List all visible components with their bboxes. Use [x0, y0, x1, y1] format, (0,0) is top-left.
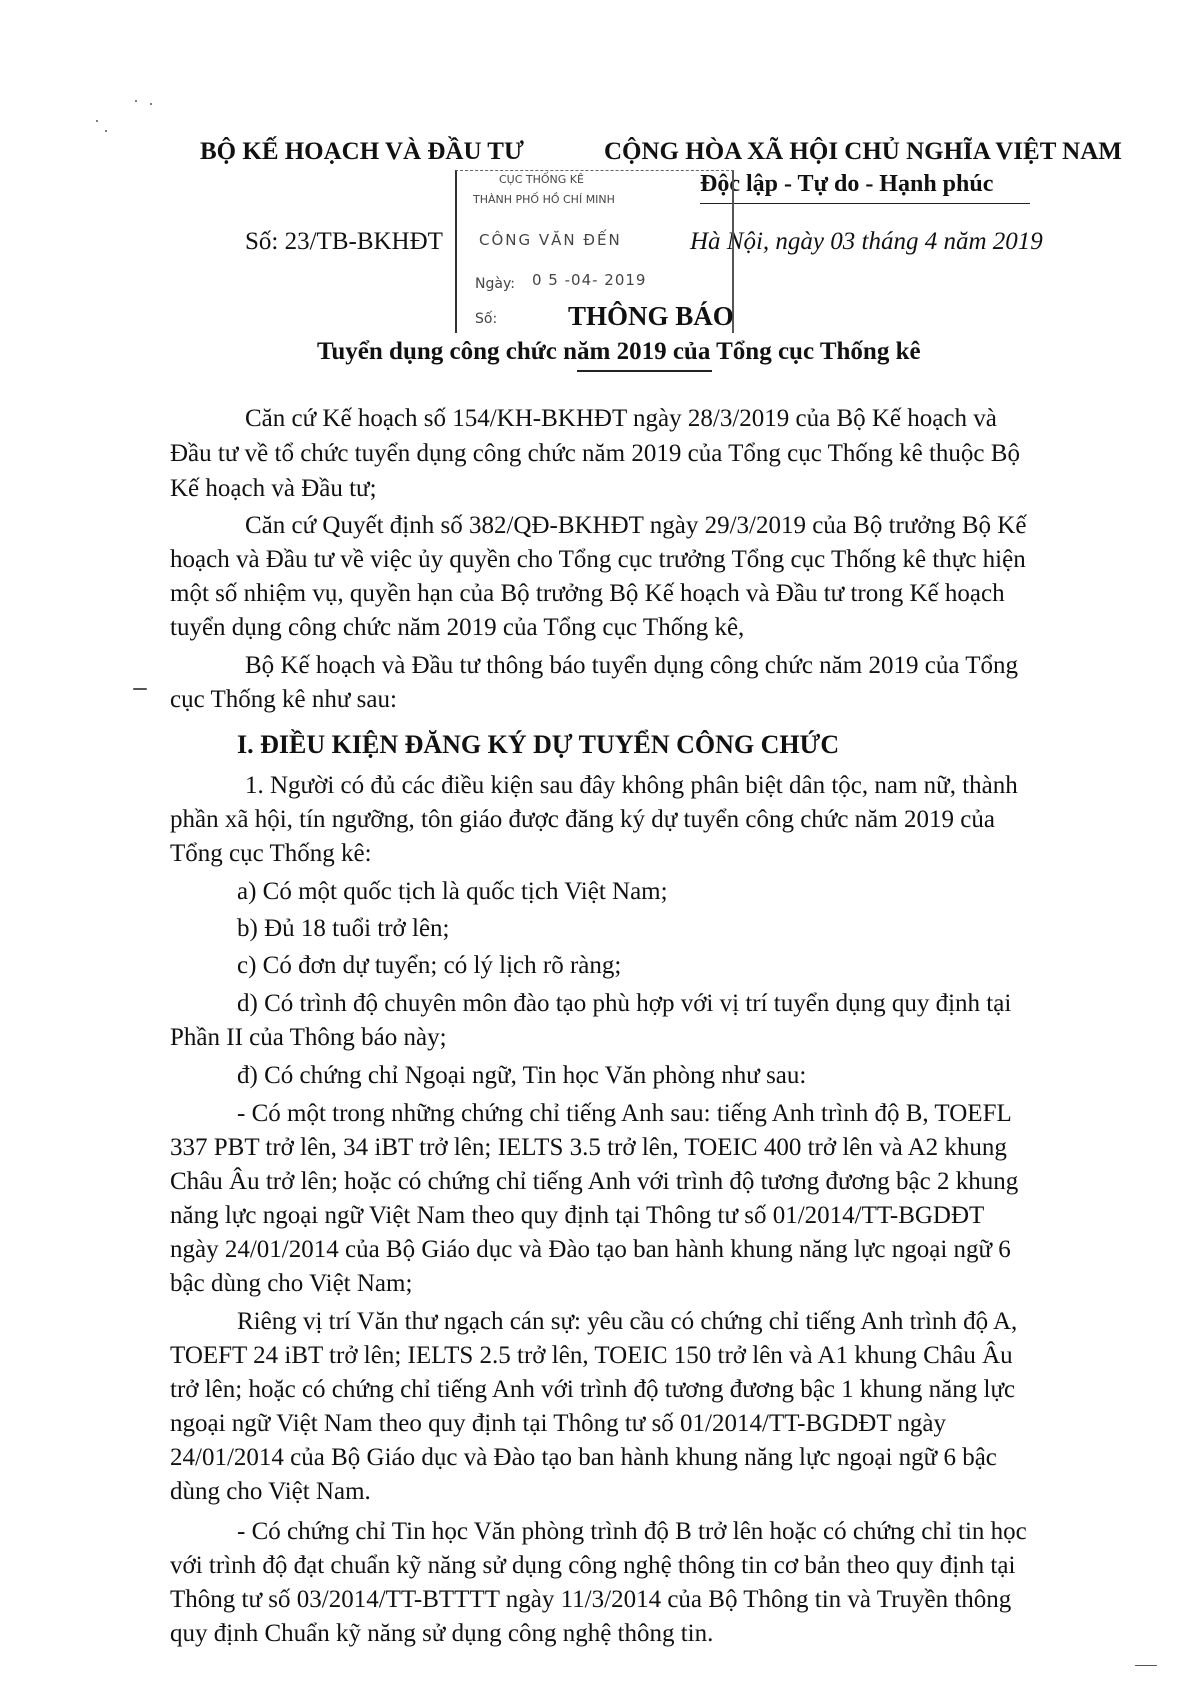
stamp-date-value: 0 5 -04- 2019: [532, 271, 647, 289]
body-line: - Có một trong những chứng chỉ tiếng Anh sau: tiếng Anh trình độ B, TOEFL: [237, 1100, 1012, 1127]
body-line: Riêng vị trí Văn thư ngạch cán sự: yêu cầu có chứng chỉ tiếng Anh trình độ A,: [237, 1308, 1018, 1335]
stamp-line-1: CỤC THỐNG KÊ: [499, 173, 584, 186]
stamp-number-label: Số:: [475, 311, 498, 327]
body-line: đ) Có chứng chỉ Ngoại ngữ, Tin học Văn phòng như sau:: [237, 1062, 807, 1089]
motto: Độc lập - Tự do - Hạnh phúc: [700, 171, 994, 197]
body-line: Châu Âu trở lên; hoặc có chứng chỉ tiếng Anh với trình độ tương đương bậc 2 khung: [170, 1168, 1019, 1195]
body-line: quy định Chuẩn kỹ năng sử dụng công nghệ thông tin.: [170, 1620, 714, 1647]
body-line: một số nhiệm vụ, quyền hạn của Bộ trưởng Bộ Kế hoạch và Đầu tư trong Kế hoạch: [170, 580, 1005, 607]
body-line: 1. Người có đủ các điều kiện sau đây không phân biệt dân tộc, nam nữ, thành: [245, 772, 1018, 799]
section-heading: I. ĐIỀU KIỆN ĐĂNG KÝ DỰ TUYỂN CÔNG CHỨC: [237, 730, 840, 759]
body-line: ngoại ngữ Việt Nam theo quy định tại Thông tư số 01/2014/TT-BGDĐT ngày: [170, 1410, 947, 1437]
body-line: Đầu tư về tổ chức tuyển dụng công chức năm 2019 của Tổng cục Thống kê thuộc Bộ: [170, 440, 1020, 467]
body-line: năng lực ngoại ngữ Việt Nam theo quy định tại Thông tư số 01/2014/TT-BGDĐT: [170, 1202, 985, 1229]
ministry-name: BỘ KẾ HOẠCH VÀ ĐẦU TƯ: [200, 138, 524, 165]
stamp-line-3: CÔNG VĂN ĐẾN: [479, 231, 622, 249]
body-line: TOEFT 24 iBT trở lên; IELTS 2.5 trở lên, TOEIC 150 trở lên và A1 khung Châu Âu: [170, 1342, 1013, 1369]
body-line: - Có chứng chỉ Tin học Văn phòng trình độ B trở lên hoặc có chứng chỉ tin học: [237, 1518, 1027, 1545]
stamp-date-label: Ngày:: [475, 276, 515, 292]
notice-title: THÔNG BÁO: [568, 301, 734, 331]
body-line: Thông tư số 03/2014/TT-BTTTT ngày 11/3/2014 của Bộ Thông tin và Truyền thông: [170, 1586, 1012, 1613]
notice-subtitle: Tuyển dụng công chức năm 2019 của Tổng cục Thống kê: [317, 338, 921, 365]
document-number: Số: 23/TB-BKHĐT: [245, 228, 443, 255]
body-line: cục Thống kê như sau:: [170, 686, 397, 713]
body-line: bậc dùng cho Việt Nam;: [170, 1270, 413, 1297]
body-line: dùng cho Việt Nam.: [170, 1478, 371, 1505]
republic-name: CỘNG HÒA XÃ HỘI CHỦ NGHĨA VIỆT NAM: [604, 138, 1122, 165]
body-line: c) Có đơn dự tuyển; có lý lịch rõ ràng;: [237, 952, 622, 979]
body-line: hoạch và Đầu tư về việc ủy quyền cho Tổng cục trưởng Tổng cục Thống kê thực hiện: [170, 546, 1026, 573]
body-line: Phần II của Thông báo này;: [170, 1024, 447, 1051]
body-line: tuyển dụng công chức năm 2019 của Tổng cục Thống kê,: [170, 614, 745, 641]
body-line: Căn cứ Kế hoạch số 154/KH-BKHĐT ngày 28/3/2019 của Bộ Kế hoạch và: [245, 405, 997, 432]
body-line: a) Có một quốc tịch là quốc tịch Việt Nam;: [237, 878, 668, 905]
body-line: 24/01/2014 của Bộ Giáo dục và Đào tạo ban hành khung năng lực ngoại ngữ 6 bậc: [170, 1444, 997, 1471]
body-line: 337 PBT trở lên, 34 iBT trở lên; IELTS 3.5 trở lên, TOEIC 400 trở lên và A2 khung: [170, 1134, 1007, 1161]
body-line: b) Đủ 18 tuổi trở lên;: [237, 915, 450, 942]
body-line: với trình độ đạt chuẩn kỹ năng sử dụng công nghệ thông tin cơ bản theo quy định tại: [170, 1552, 1016, 1579]
body-line: trở lên; hoặc có chứng chỉ tiếng Anh với trình độ tương đương bậc 1 khung năng lực: [170, 1376, 1016, 1403]
body-line: Tổng cục Thống kê:: [170, 840, 372, 867]
body-line: Bộ Kế hoạch và Đầu tư thông báo tuyển dụng công chức năm 2019 của Tổng: [245, 652, 1018, 679]
body-line: phần xã hội, tín ngưỡng, tôn giáo được đăng ký dự tuyển công chức năm 2019 của: [170, 806, 995, 833]
body-line: Căn cứ Quyết định số 382/QĐ-BKHĐT ngày 29/3/2019 của Bộ trưởng Bộ Kế: [245, 512, 1027, 539]
body-line: d) Có trình độ chuyên môn đào tạo phù hợp với vị trí tuyển dụng quy định tại: [237, 990, 1012, 1017]
body-line: Kế hoạch và Đầu tư;: [170, 475, 377, 502]
place-and-date: Hà Nội, ngày 03 tháng 4 năm 2019: [690, 228, 1043, 255]
body-line: ngày 24/01/2014 của Bộ Giáo dục và Đào tạo ban hành khung năng lực ngoại ngữ 6: [170, 1236, 1011, 1263]
stamp-line-2: THÀNH PHỐ HỒ CHÍ MINH: [473, 193, 615, 206]
